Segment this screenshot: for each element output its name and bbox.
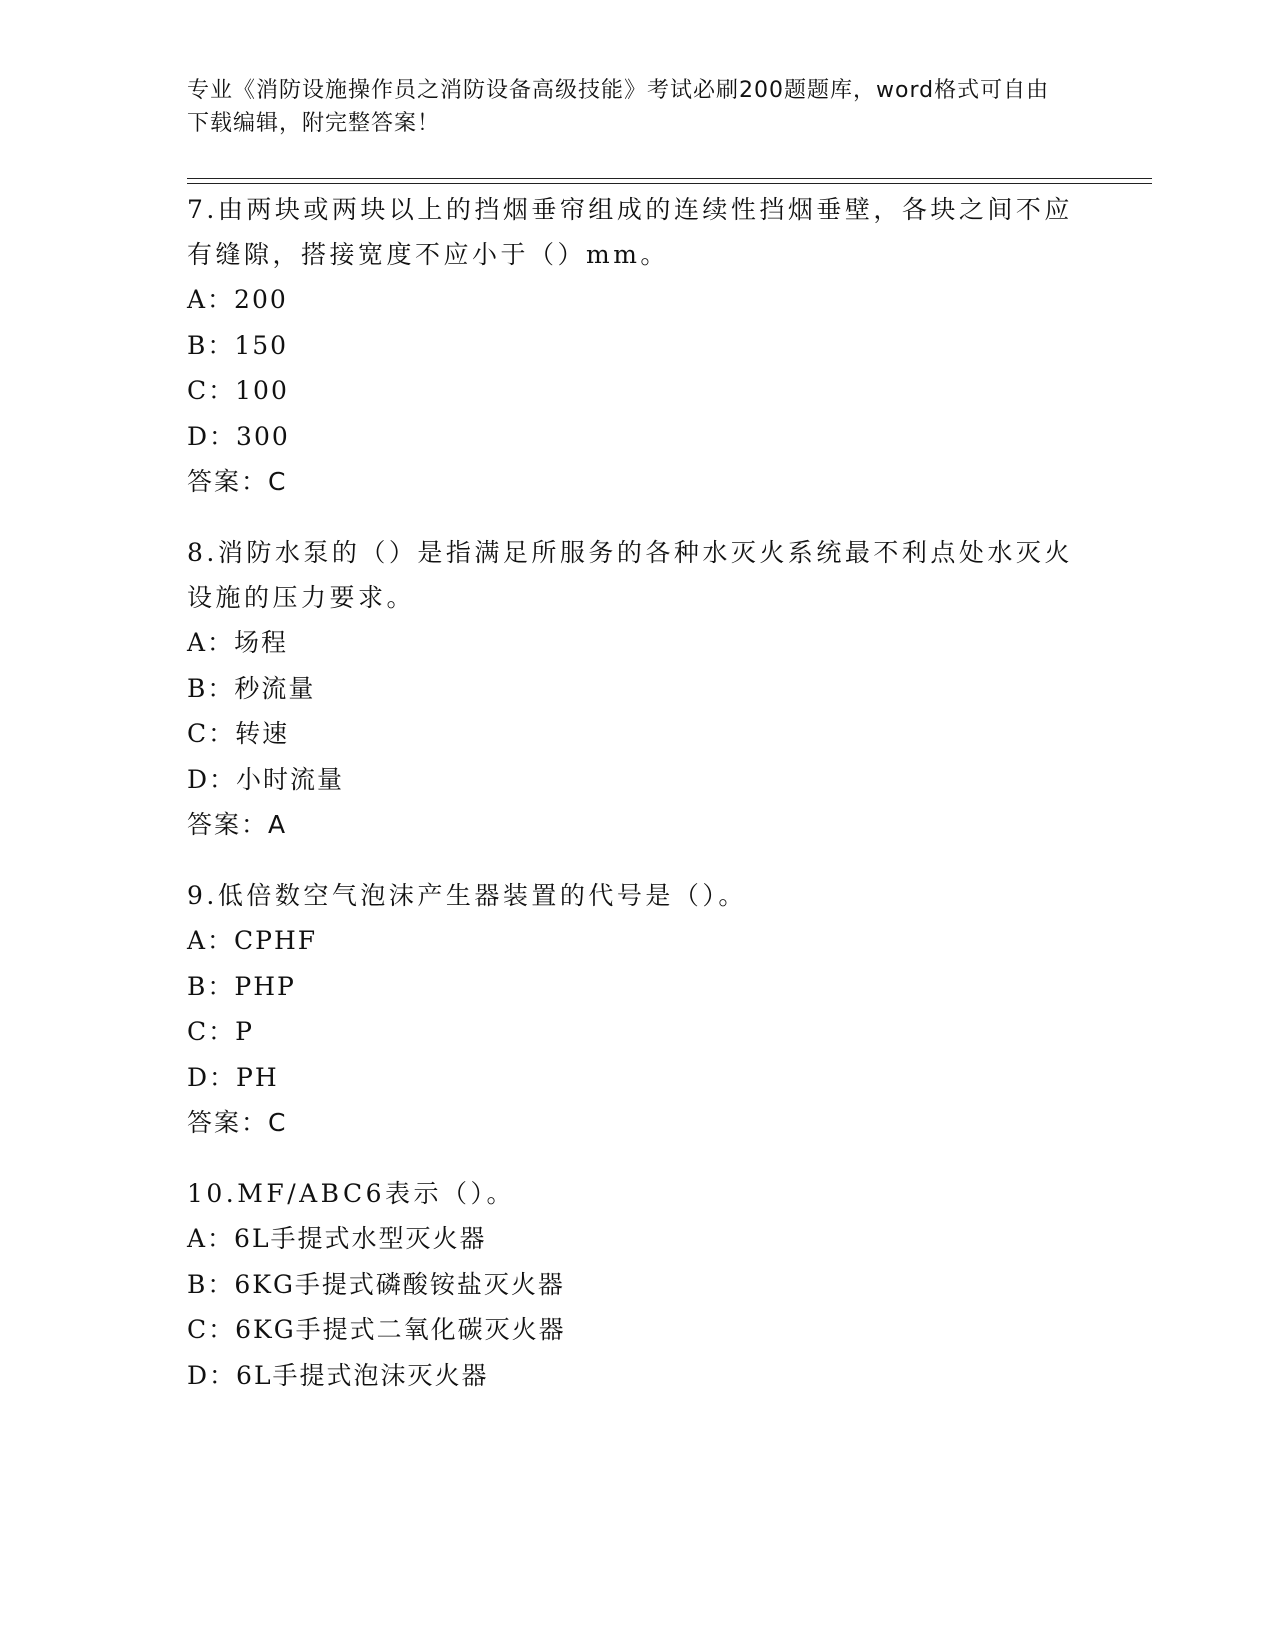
- answer-line: 答案：C: [187, 467, 288, 496]
- option-d: D：PH: [187, 1062, 279, 1092]
- question-8: [187, 530, 1087, 847]
- option-a: A：200: [187, 285, 288, 314]
- question-stem: 7.由两块或两块以上的挡烟垂帘组成的连续性挡烟垂壁，各块之间不应有缝隙，搭接宽度不应小于（）mm。: [187, 195, 1073, 269]
- option-c: C：6KG手提式二氧化碳灭火器: [187, 1315, 566, 1344]
- option-b: B：6KG手提式磷酸铵盐灭火器: [187, 1269, 565, 1299]
- option-b: B：秒流量: [187, 673, 316, 703]
- header-divider-top: [187, 178, 1152, 179]
- option-d: D：300: [187, 421, 290, 451]
- question-7: [187, 187, 1087, 504]
- option-a: A：6L手提式水型灭火器: [187, 1224, 487, 1253]
- document-intro: 专业《消防设施操作员之消防设备高级技能》考试必刷200题题库，word格式可自由下载编辑，附完整答案！: [187, 78, 1050, 136]
- question-list: [187, 187, 1087, 1424]
- question-stem: 9.低倍数空气泡沫产生器装置的代号是（）。: [187, 881, 747, 910]
- option-a: A：场程: [187, 628, 289, 657]
- question-stem: 8.消防水泵的（）是指满足所服务的各种水灭火系统最不利点处水灭火设施的压力要求。: [187, 538, 1073, 612]
- option-b: B：PHP: [187, 971, 296, 1001]
- question-10: [187, 1171, 1087, 1398]
- answer-line: 答案：A: [187, 810, 288, 839]
- option-b: B：150: [187, 330, 289, 360]
- option-d: D：小时流量: [187, 764, 345, 794]
- option-a: A：CPHF: [187, 926, 318, 955]
- option-c: C：100: [187, 376, 289, 405]
- option-c: C：转速: [187, 719, 290, 748]
- question-stem: 10.MF/ABC6表示（）。: [187, 1179, 516, 1208]
- question-9: [187, 873, 1087, 1145]
- option-c: C：P: [187, 1017, 254, 1046]
- option-d: D：6L手提式泡沫灭火器: [187, 1360, 489, 1390]
- answer-line: 答案：C: [187, 1108, 288, 1137]
- header-divider-bottom: [187, 183, 1152, 184]
